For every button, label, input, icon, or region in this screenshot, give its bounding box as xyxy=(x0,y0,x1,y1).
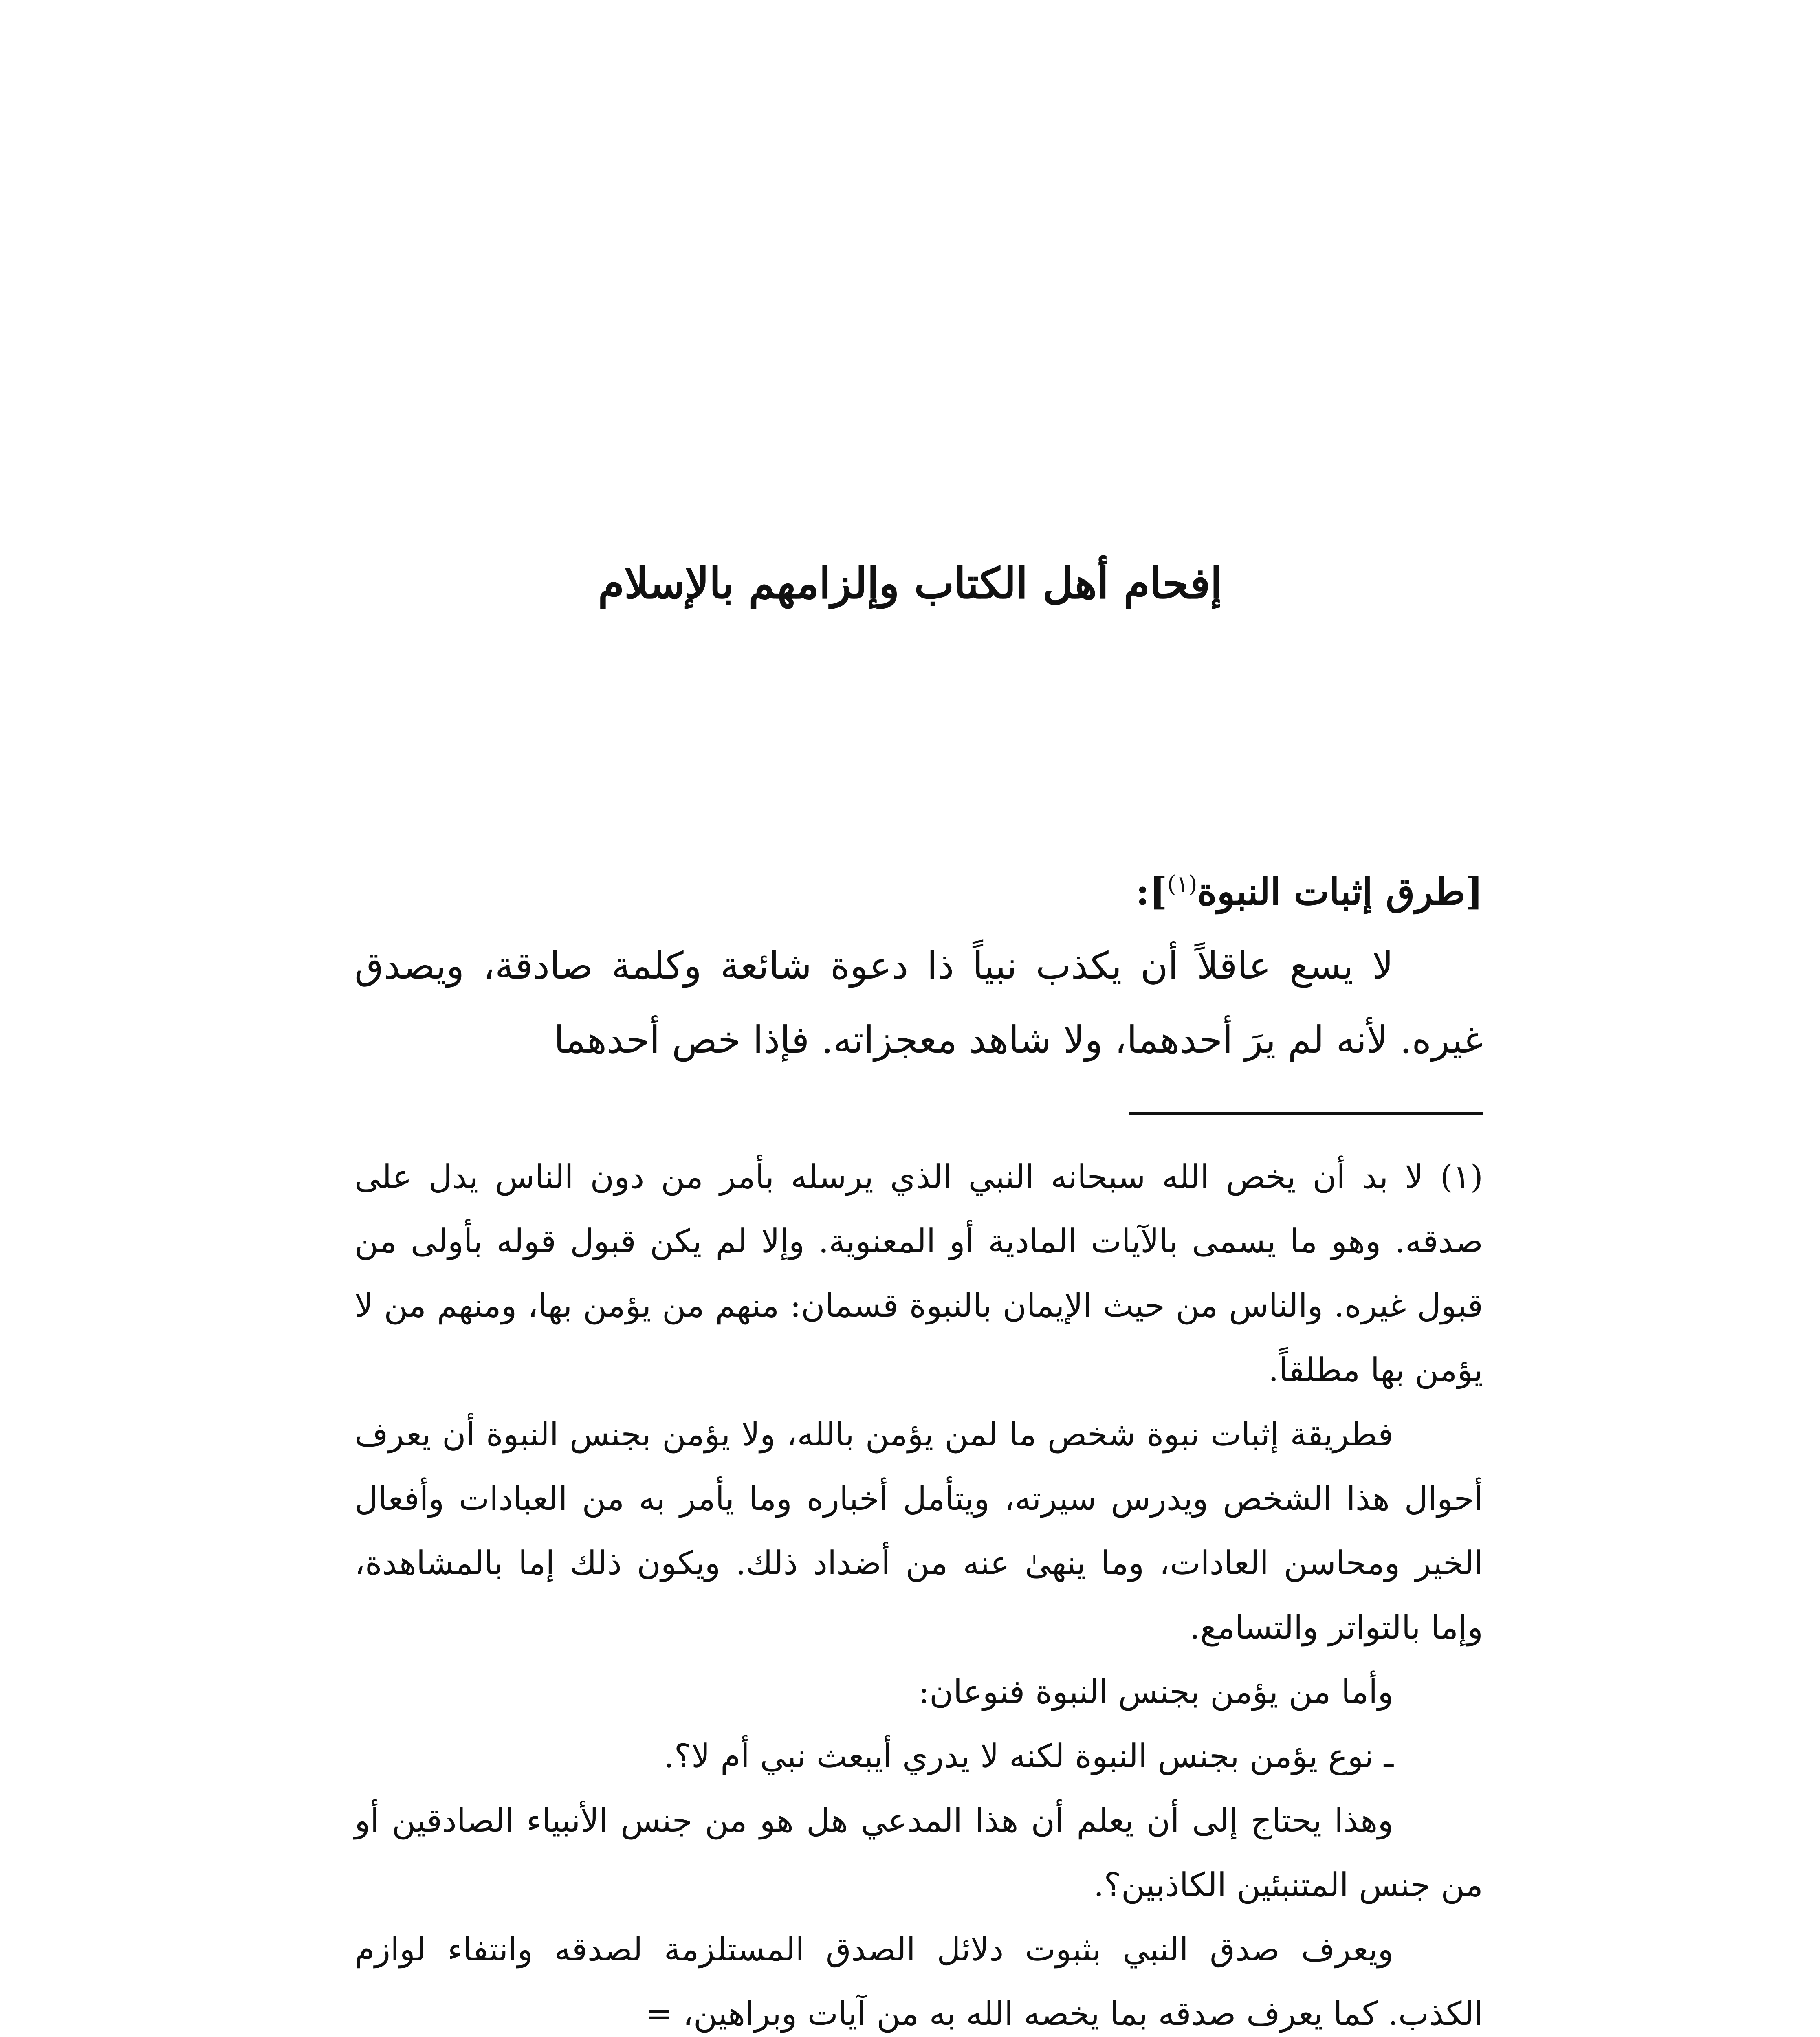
footnote-paragraph-6: ويعرف صدق النبي بثبوت دلائل الصدق المستلزمة لصدقه وانتفاء لوازم الكذب. كما يعرف صدقه بما يخصه الله به من آيات وبراهين، = xyxy=(354,1930,1483,2033)
footnote-paragraph-5: وهذا يحتاج إلى أن يعلم أن هذا المدعي هل هو من جنس الأنبياء الصادقين أو من جنس المتنبئين الكاذبين؟. xyxy=(354,1802,1483,1904)
footnote-paragraph-4: ـ نوع يؤمن بجنس النبوة لكنه لا يدري أيبعث نبي أم لا؟. xyxy=(664,1737,1393,1775)
main-paragraph: لا يسع عاقلاً أن يكذب نبياً ذا دعوة شائعة وكلمة صادقة، ويصدق غيره. لأنه لم يرَ أحدهما، ولا شاهد معجزاته. فإذا خص أحدهما xyxy=(354,944,1483,1062)
section-heading-end: ]: xyxy=(1136,869,1167,914)
footnote-paragraph-1: (١) لا بد أن يخص الله سبحانه النبي الذي يرسله بأمر من دون الناس يدل على صدقه. وهو ما يسمى بالآيات المادية أو المعنوية. وإلا لم يكن قبول قوله بأولى من قبول غيره. والناس من حيث الإيمان بالنبوة قسمان: منهم من يؤمن بها، ومنهم من لا يؤمن بها مطلقاً. xyxy=(354,1158,1483,1389)
footnote-marker: (١) xyxy=(1167,871,1197,898)
footnote-paragraph-2: فطريقة إثبات نبوة شخص ما لمن يؤمن بالله، ولا يؤمن بجنس النبوة أن يعرف أحوال هذا الشخص ويدرس سيرته، ويتأمل أخباره وما يأمر به من العبادات وأفعال الخير ومحاسن العادات، وما ينهىٰ عنه من أضداد ذلك. ويكون ذلك إما بالمشاهدة، وإما بالتواتر والتسامع. xyxy=(354,1415,1483,1646)
running-title: إفحام أهل الكتاب وإلزامهم بالإسلام xyxy=(598,558,1222,608)
section-heading xyxy=(354,847,1483,929)
footnote-separator xyxy=(1129,1112,1483,1115)
footnote-paragraph-3: وأما من يؤمن بجنس النبوة فنوعان: xyxy=(918,1673,1393,1711)
footnotes xyxy=(354,1145,1483,2037)
section-heading-text: [طرق إثبات النبوة xyxy=(1197,869,1483,914)
main-text xyxy=(354,847,1483,1077)
